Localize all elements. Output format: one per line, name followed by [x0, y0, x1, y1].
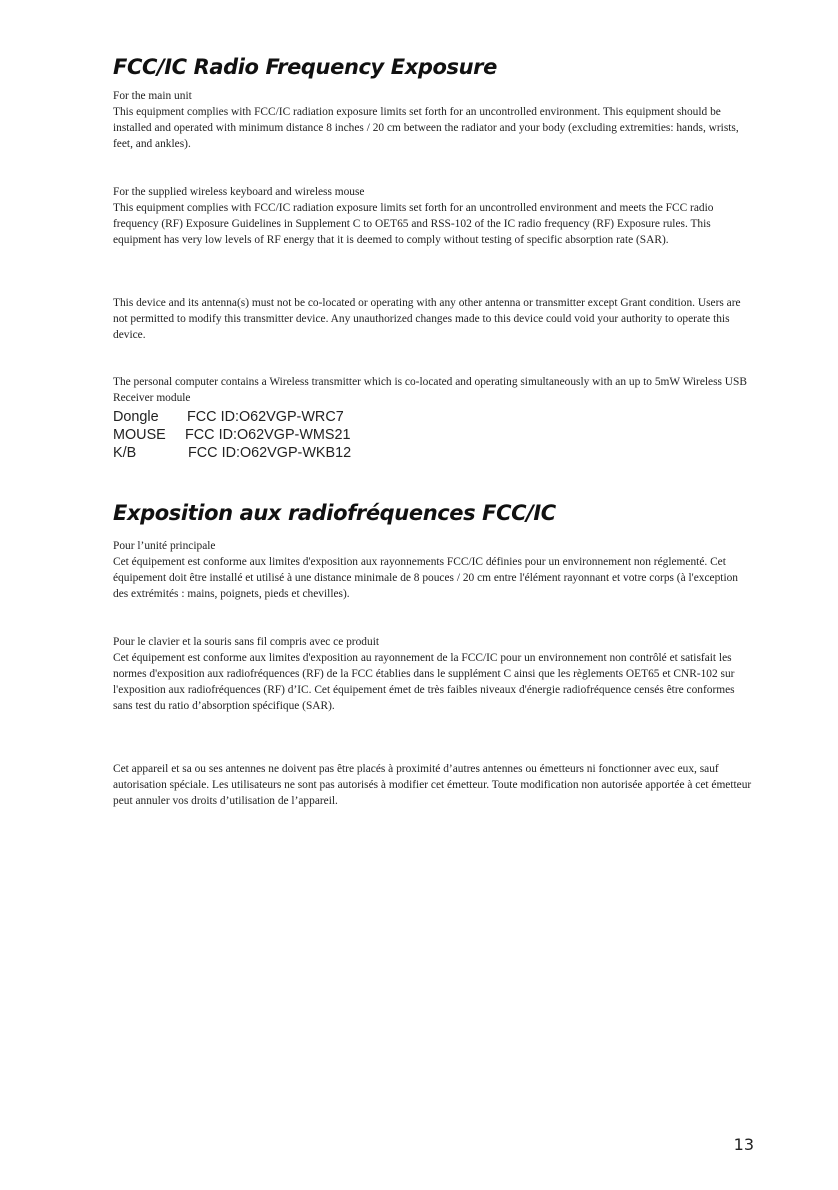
- fcc-id-device: Dongle: [113, 409, 159, 425]
- fr-colocation-paragraph: Cet appareil et sa ou ses antennes ne doivent pas être placés à proximité d’autres antennes ou émetteurs ni fonctionner avec eux, sauf autorisation spéciale. Les utilisateurs ne sont pas autorisés à modifier cet émetteur. Toute modification non autorisée apportée à cet émetteur peut annuler vos droits d’utilisation de l’appareil.: [113, 763, 752, 807]
- french-section-title: Exposition aux radiofréquences FCC/IC: [113, 501, 556, 525]
- page-number: 13: [733, 1135, 754, 1154]
- wireless-heading: For the supplied wireless keyboard and wireless mouse: [113, 186, 365, 198]
- fcc-id-value: FCC ID:O62VGP-WKB12: [188, 445, 352, 461]
- fr-main-unit-paragraph: Cet équipement est conforme aux limites d'exposition aux rayonnements FCC/IC définies pour un environnement non réglementé. Cet équipement doit être installé et utilisé à une distance minimale de 8 pouces / 20 cm entre l'élément rayonnant et votre corps (à l'exception des extrémités : mains, poignets, pieds et chevilles).: [113, 556, 738, 600]
- fr-main-unit-heading: Pour l’unité principale: [113, 540, 216, 552]
- fcc-id-device: K/B: [113, 445, 137, 461]
- main-unit-heading: For the main unit: [113, 90, 192, 102]
- colocation-paragraph: This device and its antenna(s) must not be co-located or operating with any other antenna or transmitter except Grant condition. Users are not permitted to modify this transmitter device. Any unauthorized changes made to this device could void your authority to operate this device.: [113, 297, 741, 341]
- fcc-id-list: [113, 408, 755, 462]
- main-unit-paragraph: This equipment complies with FCC/IC radiation exposure limits set forth for an uncontrolled environment. This equipment should be installed and operated with minimum distance 8 inches / 20 cm between the radiator and your body (excluding extremities: hands, wrists, feet, and ankles).: [113, 106, 739, 150]
- fcc-id-device: MOUSE: [113, 427, 166, 443]
- transmitter-paragraph: The personal computer contains a Wireless transmitter which is co-located and operating simultaneously with an up to 5mW Wireless USB Receiver module: [113, 376, 747, 404]
- fr-wireless-paragraph: Cet équipement est conforme aux limites d'exposition au rayonnement de la FCC/IC pour un environnement non contrôlé et satisfait les normes d'exposition aux radiofréquences (RF) de la FCC établies dans le supplément C ainsi que les règlements OET65 et CNR-102 sur l'exposition aux radiofréquences (RF) d’IC. Cet équipement émet de très faibles niveaux d'énergie radiofréquence censés être conformes sans test du ratio d’absorption spécifique (SAR).: [113, 652, 735, 712]
- fcc-id-value: FCC ID:O62VGP-WMS21: [185, 427, 351, 443]
- wireless-paragraph: This equipment complies with FCC/IC radiation exposure limits set forth for an uncontrolled environment and meets the FCC radio frequency (RF) Exposure Guidelines in Supplement C to OET65 and RSS-102 of the IC radio frequency (RF) Exposure rules. This equipment has very low levels of RF energy that it is deemed to comply without testing of specific absorption rate (SAR).: [113, 202, 714, 246]
- fr-wireless-heading: Pour le clavier et la souris sans fil compris avec ce produit: [113, 636, 380, 648]
- document-page: [113, 52, 755, 809]
- fcc-id-row-kb: [113, 444, 755, 462]
- fcc-id-value: FCC ID:O62VGP-WRC7: [187, 409, 344, 425]
- english-section-title: FCC/IC Radio Frequency Exposure: [113, 55, 497, 79]
- fcc-id-row-mouse: [113, 426, 755, 444]
- fcc-id-row-dongle: [113, 408, 755, 426]
